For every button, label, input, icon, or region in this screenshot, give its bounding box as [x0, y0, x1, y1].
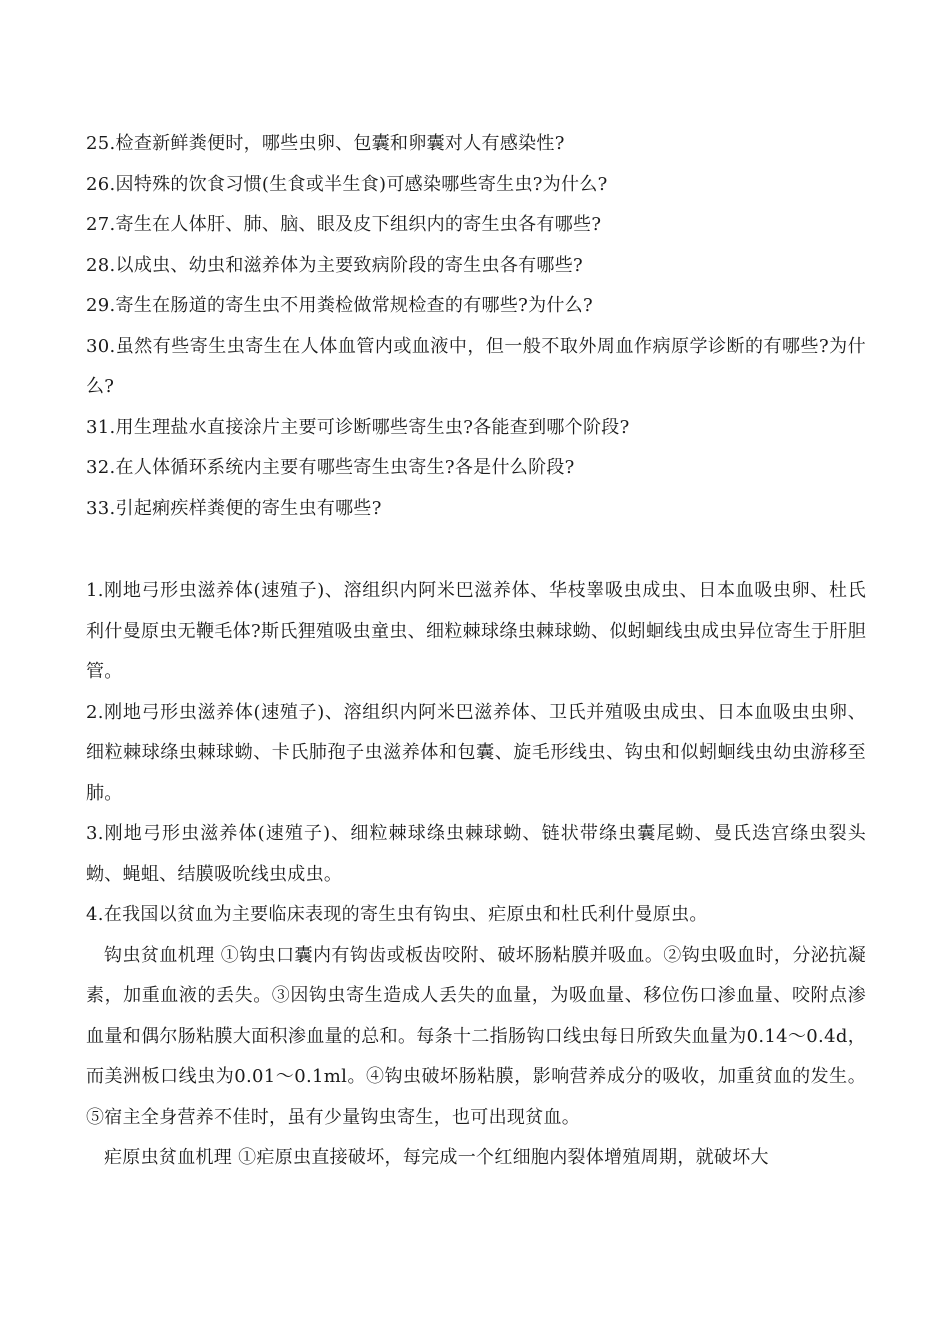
answer-item-4: 4.在我国以贫血为主要临床表现的寄生虫有钩虫、疟原虫和杜氏利什曼原虫。 — [86, 904, 708, 925]
question-item-31: 31.用生理盐水直接涂片主要可诊断哪些寄生虫?各能查到哪个阶段? — [86, 416, 630, 438]
question-item-27: 27.寄生在人体肝、肺、脑、眼及皮下组织内的寄生虫各有哪些? — [86, 214, 602, 235]
document-body — [86, 124, 866, 1179]
question-item-29: 29.寄生在肠道的寄生虫不用粪检做常规检查的有哪些?为什么? — [86, 295, 593, 316]
answer-item-3: 3.刚地弓形虫滋养体(速殖子)、细粒棘球绦虫棘球蚴、链状带绦虫囊尾蚴、曼氏迭宫绦虫裂头蚴、蝇蛆、结膜吸吮线虫成虫。 — [86, 823, 866, 885]
question-item-25: 25.检查新鲜粪便时，哪些虫卵、包囊和卵囊对人有感染性? — [86, 133, 565, 154]
question-item-33: 33.引起痢疾样粪便的寄生虫有哪些? — [86, 497, 382, 519]
question-list — [86, 124, 866, 529]
answer-item-2: 2.刚地弓形虫滋养体(速殖子)、溶组织内阿米巴滋养体、卫氏并殖吸虫成虫、日本血吸虫虫卵、细粒棘球绦虫棘球蚴、卡氏肺孢子虫滋养体和包囊、旋毛形线虫、钩虫和似蚓蛔线虫幼虫游移至肺。 — [86, 701, 866, 804]
question-item-30: 30.虽然有些寄生虫寄生在人体血管内或血液中，但一般不取外周血作病原学诊断的有哪些?为什么? — [86, 335, 866, 397]
question-item-28: 28.以成虫、幼虫和滋养体为主要致病阶段的寄生虫各有哪些? — [86, 254, 583, 276]
answer-item-1: 1.刚地弓形虫滋养体(速殖子)、溶组织内阿米巴滋养体、华枝睾吸虫成虫、日本血吸虫卵、杜氏利什曼原虫无鞭毛体?斯氏狸殖吸虫童虫、细粒棘球绦虫棘球蚴、似蚓蛔线虫成虫异位寄生于肝胆管。 — [86, 580, 866, 682]
question-item-26: 26.因特殊的饮食习惯(生食或半生食)可感染哪些寄生虫?为什么? — [86, 173, 608, 195]
section-gap — [86, 529, 866, 571]
question-item-32: 32.在人体循环系统内主要有哪些寄生虫寄生?各是什么阶段? — [86, 457, 575, 478]
malaria-anemia-paragraph: 疟原虫贫血机理 ①疟原虫直接破坏，每完成一个红细胞内裂体增殖周期，就破坏大 — [104, 1147, 769, 1168]
answer-list — [86, 571, 866, 1179]
hookworm-anemia-paragraph: 钩虫贫血机理 ①钩虫口囊内有钩齿或板齿咬附、破坏肠粘膜并吸血。②钩虫吸血时，分泌抗凝素，加重血液的丢失。③因钩虫寄生造成人丢失的血量，为吸血量、移位伤口渗血量、咬附点渗血量和偶尔肠粘膜大面积渗血量的总和。每条十二指肠钩口线虫每日所致失血量为0.14～0.4d，而美洲板口线虫为0.01～0.1ml。④钩虫破坏肠粘膜，影响营养成分的吸收，加重贫血的发生。⑤宿主全身营养不佳时，虽有少量钩虫寄生，也可出现贫血。 — [86, 944, 866, 1128]
